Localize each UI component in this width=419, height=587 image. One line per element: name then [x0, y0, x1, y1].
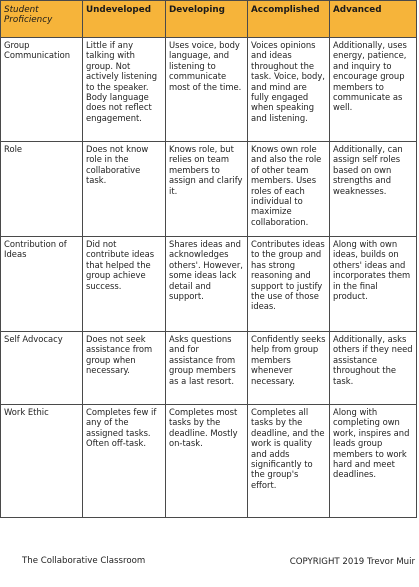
cell-developing: Asks questions and for assistance from group members as a last resort. [166, 332, 248, 405]
header-undeveloped: Undeveloped [83, 1, 166, 38]
criterion-contribution-of-ideas: Contribution of Ideas [1, 237, 83, 332]
table-row [1, 332, 417, 405]
cell-advanced: Along with completing own work, inspires and leads group members to work hard and meet deadlines. [330, 405, 417, 518]
cell-undeveloped: Does not seek assistance from group when necessary. [83, 332, 166, 405]
criterion-role: Role [1, 142, 83, 237]
cell-developing: Uses voice, body language, and listening to communicate most of the time. [166, 38, 248, 142]
cell-undeveloped: Did not contribute ideas that helped the group achieve success. [83, 237, 166, 332]
cell-advanced: Additionally, uses energy, patience, and inquiry to encourage group members to communicate as well. [330, 38, 417, 142]
header-accomplished: Accomplished [248, 1, 330, 38]
cell-advanced: Along with own ideas, builds on others' ideas and incorporates them in the final product. [330, 237, 417, 332]
criterion-group-communication: Group Communication [1, 38, 83, 142]
cell-accomplished: Voices opinions and ideas throughout the task. Voice, body, and mind are fully engaged when speaking and listening. [248, 38, 330, 142]
header-advanced: Advanced [330, 1, 417, 38]
cell-developing: Shares ideas and acknowledges others'. However, some ideas lack detail and support. [166, 237, 248, 332]
table-row [1, 142, 417, 237]
header-student-proficiency: Student Proficiency [1, 1, 83, 38]
cell-accomplished: Contributes ideas to the group and has strong reasoning and support to justify the use of those ideas. [248, 237, 330, 332]
cell-undeveloped: Completes few if any of the assigned tasks. Often off-task. [83, 405, 166, 518]
criterion-work-ethic: Work Ethic [1, 405, 83, 518]
cell-accomplished: Confidently seeks help from group members whenever necessary. [248, 332, 330, 405]
cell-advanced: Additionally, can assign self roles based on own strengths and weaknesses. [330, 142, 417, 237]
cell-accomplished: Knows own role and also the role of other team members. Uses roles of each individual to maximize collaboration. [248, 142, 330, 237]
cell-accomplished: Completes all tasks by the deadline, and the work is quality and adds significantly to the group's effort. [248, 405, 330, 518]
cell-undeveloped: Little if any talking with group. Not actively listening to the speaker. Body language does not reflect engagement. [83, 38, 166, 142]
cell-developing: Knows role, but relies on team members to assign and clarify it. [166, 142, 248, 237]
table-row [1, 237, 417, 332]
cell-developing: Completes most tasks by the deadline. Mostly on-task. [166, 405, 248, 518]
criterion-self-advocacy: Self Advocacy [1, 332, 83, 405]
footer-title: The Collaborative Classroom [22, 556, 146, 566]
cell-undeveloped: Does not know role in the collaborative task. [83, 142, 166, 237]
cell-advanced: Additionally, asks others if they need assistance throughout the task. [330, 332, 417, 405]
table-row [1, 38, 417, 142]
footer-copyright: COPYRIGHT 2019 Trevor Muir [289, 557, 415, 567]
header-row [1, 1, 417, 38]
header-developing: Developing [166, 1, 248, 38]
table-row [1, 405, 417, 518]
